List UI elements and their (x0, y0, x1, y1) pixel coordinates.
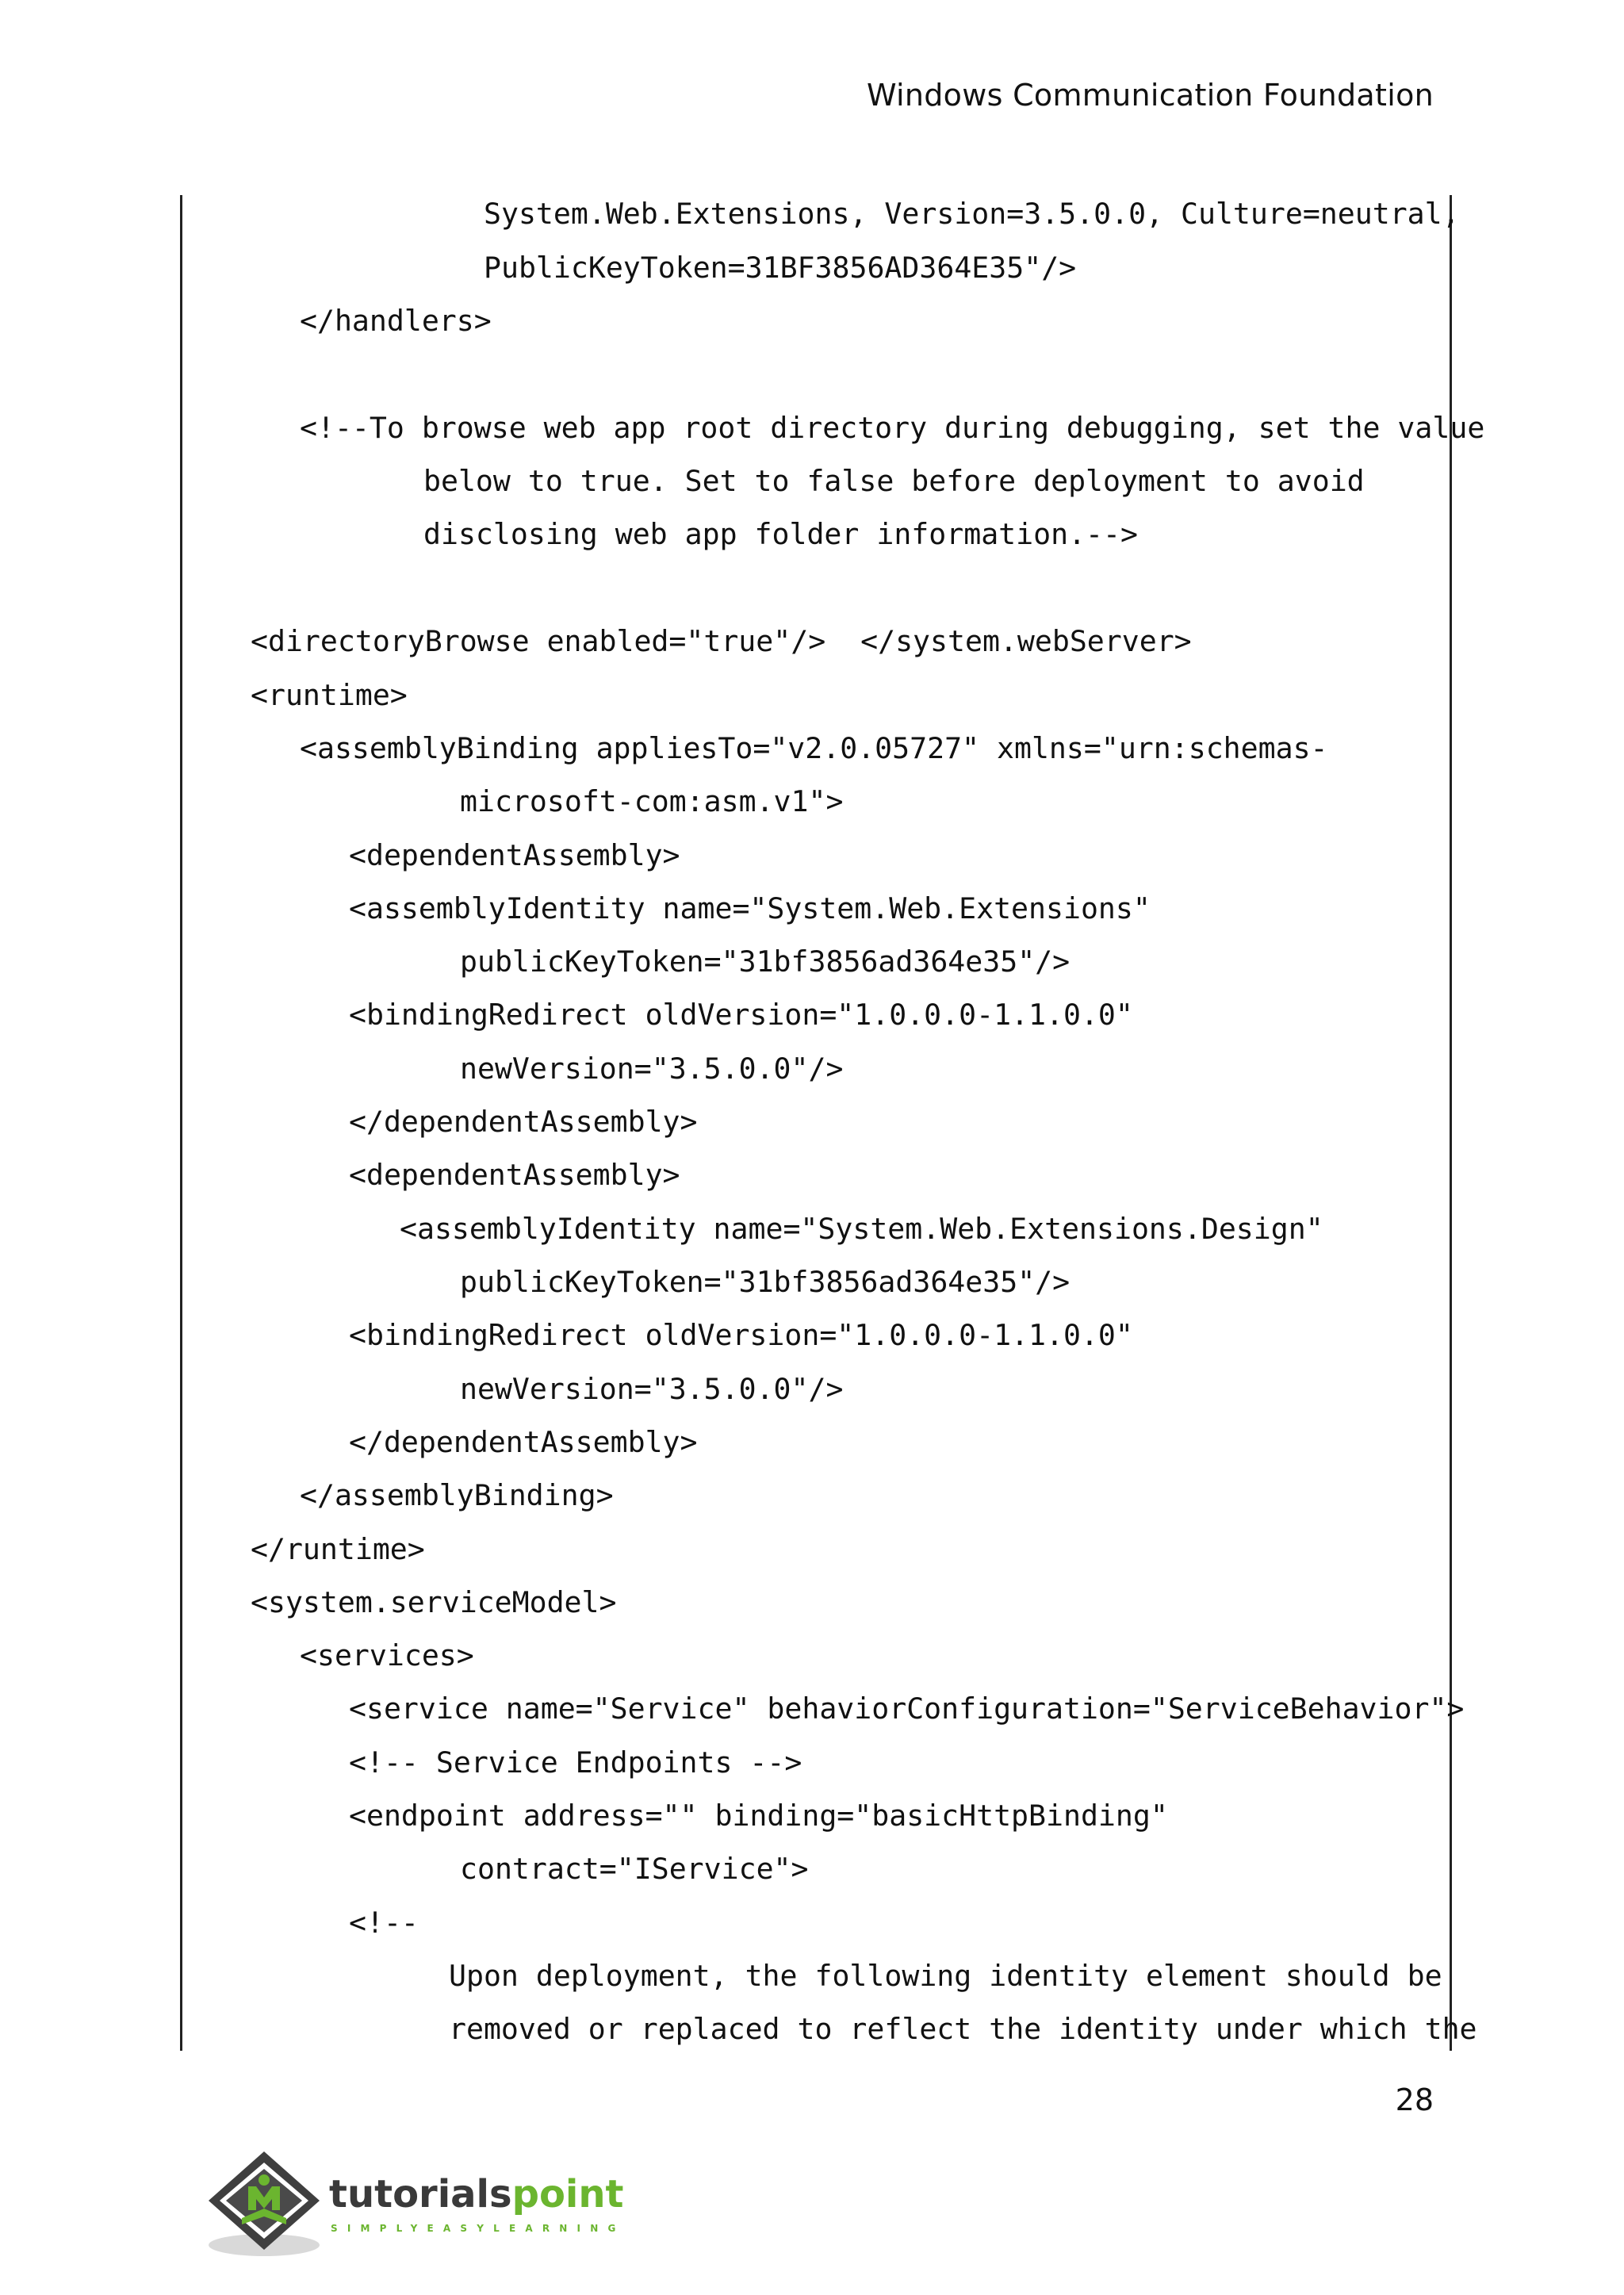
code-line: below to true. Set to false before deployment to avoid (423, 464, 1365, 498)
code-line: <system.serviceModel> (251, 1585, 617, 1619)
code-line: <!-- (349, 1906, 419, 1940)
code-line: <!-- Service Endpoints --> (349, 1745, 802, 1780)
code-line: <assemblyBinding appliesTo="v2.0.05727" xmlns="urn:schemas- (300, 731, 1328, 765)
page-number: 28 (1395, 2082, 1434, 2117)
code-line: <assemblyIdentity name="System.Web.Extensions" (349, 891, 1151, 925)
logo-wordmark (329, 2172, 623, 2216)
code-line: <runtime> (251, 678, 408, 712)
code-line: Upon deployment, the following identity element should be (449, 1959, 1442, 1993)
code-line: disclosing web app folder information.--> (423, 517, 1138, 551)
code-line: contract="IService"> (460, 1852, 809, 1886)
code-line: </dependentAssembly> (349, 1105, 698, 1139)
code-line: <dependentAssembly> (349, 838, 680, 872)
running-header: Windows Communication Foundation (866, 78, 1434, 113)
code-line: microsoft-com:asm.v1"> (460, 784, 844, 818)
logo-tagline: SIMPLYEASYLEARNING (331, 2223, 626, 2234)
code-line: publicKeyToken="31bf3856ad364e35"/> (460, 1265, 1071, 1299)
code-line: <dependentAssembly> (349, 1158, 680, 1192)
code-line: System.Web.Extensions, Version=3.5.0.0, Culture=neutral, (484, 197, 1460, 231)
tutorialspoint-logo (202, 2145, 646, 2264)
code-line: PublicKeyToken=31BF3856AD364E35"/> (484, 251, 1077, 285)
code-line: <endpoint address="" binding="basicHttpBinding" (349, 1799, 1168, 1833)
code-line: <!--To browse web app root directory during debugging, set the value (300, 411, 1485, 445)
code-line: removed or replaced to reflect the identity under which the (449, 2012, 1477, 2046)
code-line: <directoryBrowse enabled="true"/> </system.webServer> (251, 624, 1192, 658)
code-line: publicKeyToken="31bf3856ad364e35"/> (460, 944, 1071, 979)
logo-word-point: point (511, 2172, 624, 2216)
code-line: </handlers> (300, 304, 492, 338)
code-line: <service name="Service" behaviorConfiguration="ServiceBehavior"> (349, 1692, 1465, 1726)
code-line: newVersion="3.5.0.0"/> (460, 1372, 844, 1406)
code-line: <bindingRedirect oldVersion="1.0.0.0-1.1.0.0" (349, 1318, 1133, 1352)
code-line: </dependentAssembly> (349, 1425, 698, 1459)
code-line: <services> (300, 1638, 474, 1672)
code-line: <bindingRedirect oldVersion="1.0.0.0-1.1.0.0" (349, 998, 1133, 1032)
code-line: <assemblyIdentity name="System.Web.Extensions.Design" (400, 1212, 1323, 1246)
code-line: </runtime> (251, 1532, 425, 1566)
code-line: </assemblyBinding> (300, 1478, 614, 1512)
logo-word-tutorials: tutorials (329, 2172, 512, 2216)
code-line: newVersion="3.5.0.0"/> (460, 1052, 844, 1086)
